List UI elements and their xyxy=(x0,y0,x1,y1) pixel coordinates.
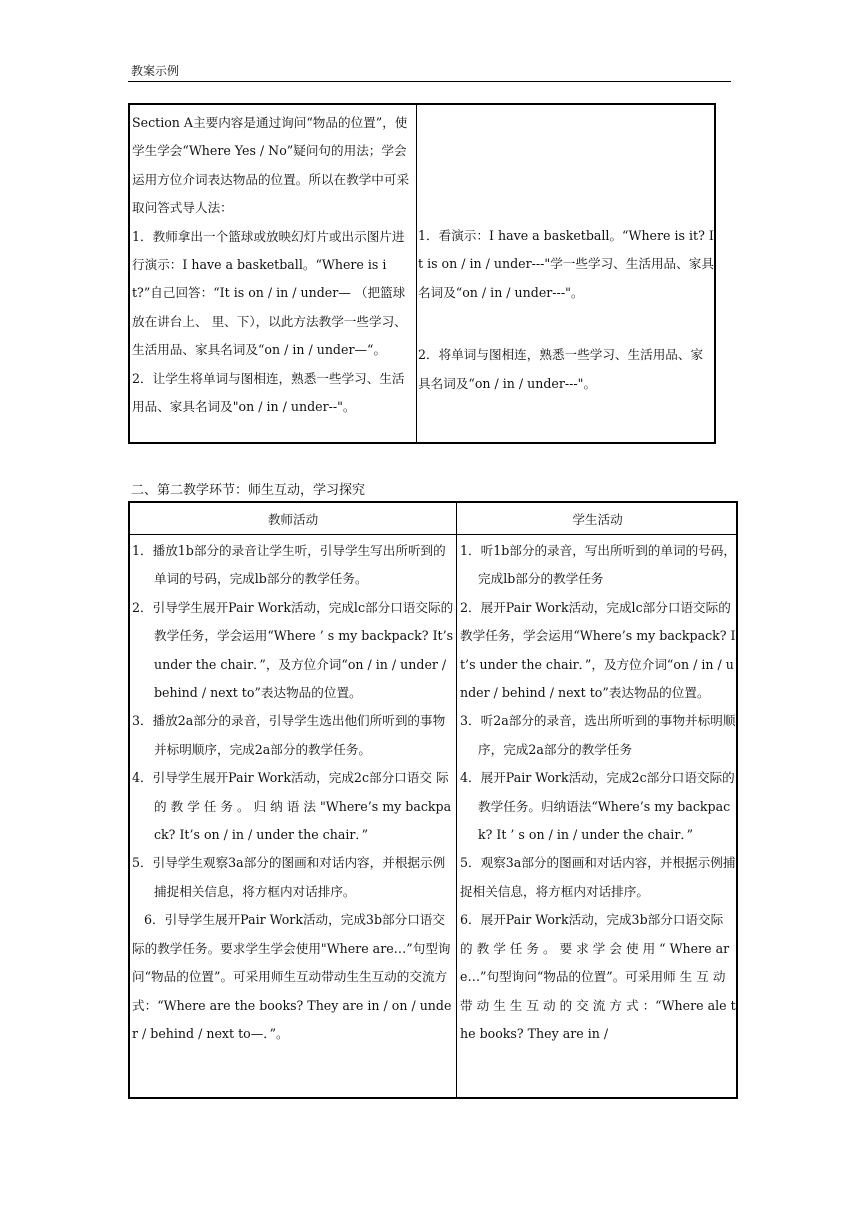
student-intro-step-2: 2．将单词与图相连，熟悉一些学习、生活用品、家具名词及“on / in / under---"。 xyxy=(418,347,704,391)
teacher-activity-header: 教师活动 xyxy=(267,512,319,527)
teacher-step-2: 2．引导学生展开Pair Work活动，完成lc部分口语交际的教学任务，学会运用“Where ’ s my backpack? It’s under the chair．”，及方位介词“on / in / under / behind / next to”表达物品的位置。 xyxy=(132,599,454,701)
column-divider xyxy=(416,105,417,442)
teacher-step-3: 3．播放2a部分的录音，引导学生选出他们所听到的事物并标明顺序，完成2a部分的教学任务。 xyxy=(132,713,446,757)
intro-step-1: 1．教师拿出一个篮球或放映幻灯片或出示图片进行演示：I have a basketball。“Where is it?”自己回答：“It is on / in / under— （把篮球放在讲台上、 里、下），以此方法教学一些学习、生活用品、家具名词及“on / in / under—“。 xyxy=(132,228,407,358)
student-step-2: 2．展开Pair Work活动，完成lc部分口语交际的教学任务，学会运用“Where’s my backpack? It’s under the chair．”，及方位介词“on / in / under / behind / next to”表达物品的位置。 xyxy=(460,599,736,701)
section-title: 二、第二教学环节：师生互动，学习探究 xyxy=(131,483,366,498)
student-activity-header: 学生活动 xyxy=(572,512,623,527)
header-rule xyxy=(130,534,736,535)
student-step-3: 3．听2a部分的录音，选出所听到的事物并标明顺序，完成2a部分的教学任务 xyxy=(460,713,736,757)
student-step-6: 6．展开Pair Work活动，完成3b部分口语交际 的 教 学 任 务 。 要 求 学 会 使 用 “ Where are…”句型询问“物品的位置”。可采用师 生 互 动 带 动 生 生 互 动 的 交 流 方 式 ：“Where ale the books? They are in / xyxy=(460,912,736,1041)
intro-paragraph: Section A主要内容是通过询问“物品的位置”，使学生学会“Where Yes / No”疑问句的用法；学会运用方位介词表达物品的位置。所以在教学中可采取问答式导人法： xyxy=(132,115,410,216)
teacher-step-4: 4．引导学生展开Pair Work活动，完成2c部分口语交 际 的 教 学 任 务 。 归 纳 语 法 "Where’s my backpack? It’s on / in / under the chair．” xyxy=(132,770,452,843)
student-step-5: 5．观察3a部分的图画和对话内容，并根据示例捕捉相关信息，将方框内对话排序。 xyxy=(460,855,736,899)
teacher-activity-cell xyxy=(132,537,454,1048)
student-intro-cell xyxy=(418,109,714,398)
teacher-step-5: 5．引导学生观察3a部分的图画和对话内容，并根据示例捕捉相关信息，将方框内对话排序。 xyxy=(132,855,446,899)
teacher-step-1: 1．播放1b部分的录音让学生听，引导学生写出所听到的单词的号码，完成lb部分的教学任务。 xyxy=(132,543,446,587)
teacher-intro-cell xyxy=(132,109,416,421)
teacher-step-6: 6．引导学生展开Pair Work活动，完成3b部分口语交际的教学任务。要求学生学会使用"Where are…”句型询问“物品的位置”。可采用师生互动带动生生互动的交流方式：“Where are the books? They are in / on / under / behind / next to—．”。 xyxy=(132,912,452,1041)
activity-table xyxy=(128,501,738,1099)
student-step-4: 4．展开Pair Work活动，完成2c部分口语交际的教学任务。归纳语法“Where’s my backpack? It ’ s on / in / under the chair．” xyxy=(460,770,735,843)
student-step-1: 1．听1b部分的录音，写出所听到的单词的号码，完成lb部分的教学任务 xyxy=(460,543,736,587)
page-header-label: 教案示例 xyxy=(131,64,180,78)
header-rule xyxy=(128,81,731,82)
column-divider xyxy=(456,503,457,1097)
intro-table xyxy=(128,103,716,444)
student-intro-step-1: 1．看演示：I have a basketball。“Where is it? It is on / in / under---"学一些学习、生活用品、家具名词及“on / in / under---"。 xyxy=(418,228,714,300)
student-activity-cell xyxy=(460,537,736,1048)
intro-step-2: 2．让学生将单词与图相连，熟悉一些学习、生活用品、家具名词及"on / in / under--"。 xyxy=(132,370,405,415)
